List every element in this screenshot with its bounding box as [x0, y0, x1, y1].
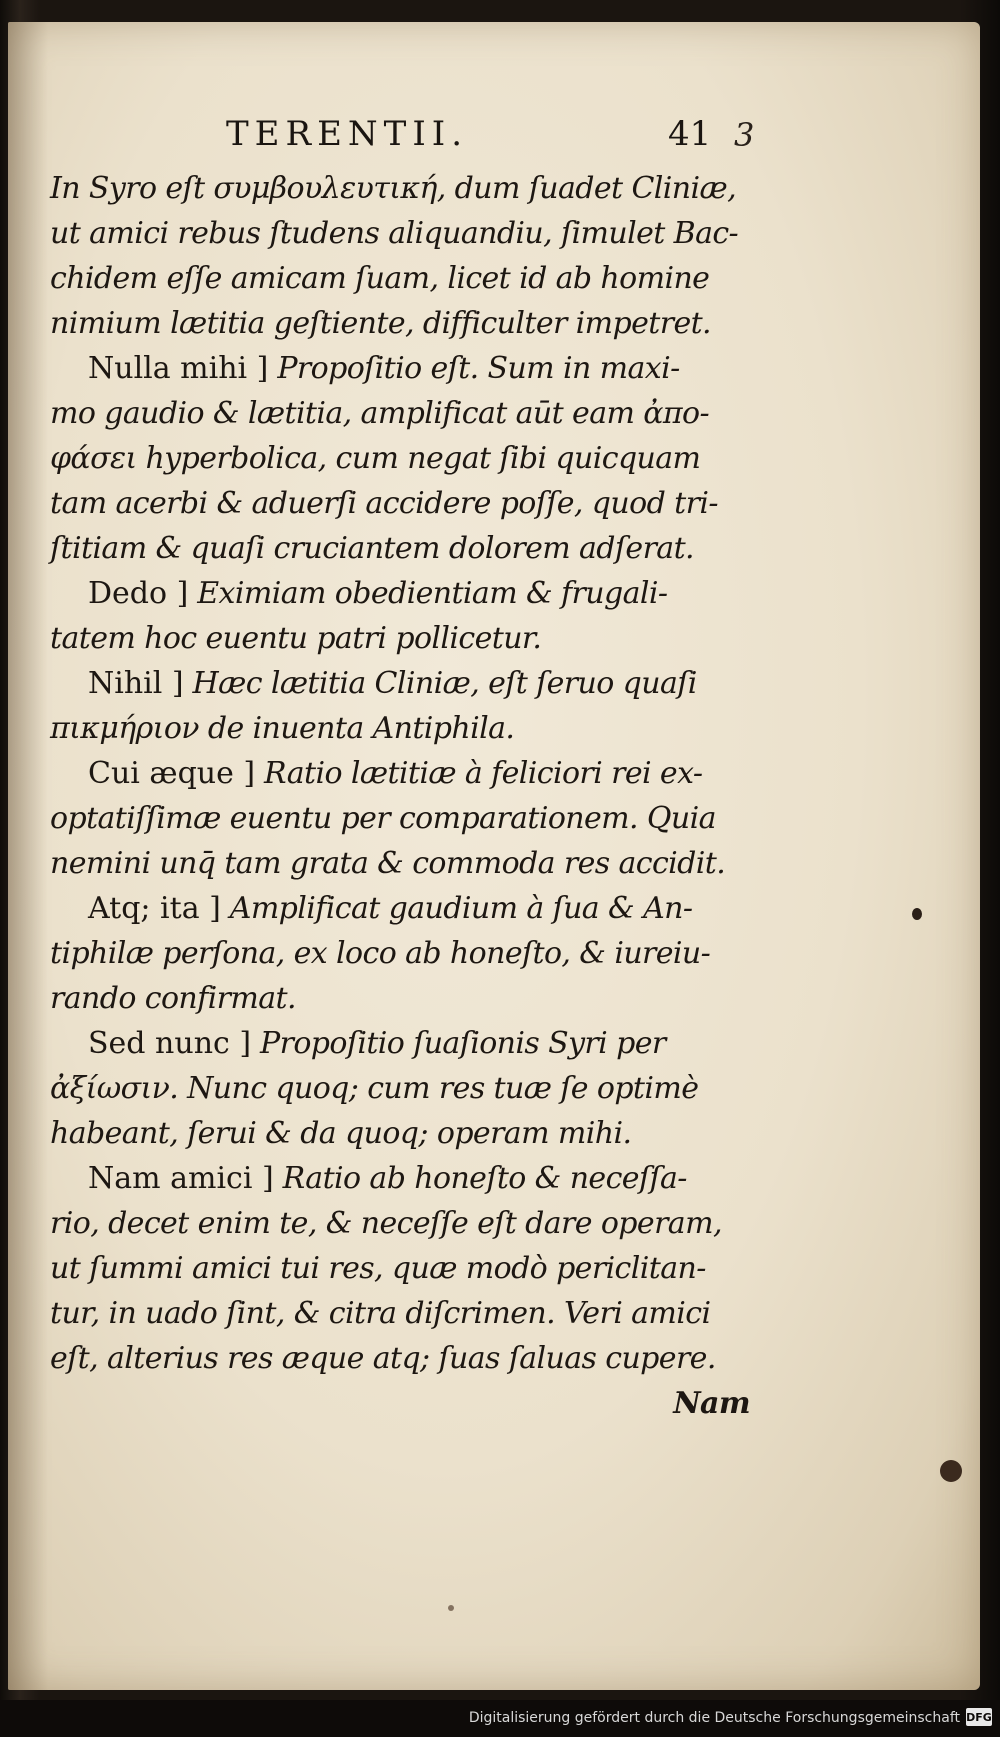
lemma: Cui æque ]	[88, 756, 256, 791]
book-page	[8, 22, 980, 1690]
text-line	[50, 1156, 750, 1201]
line-text: ut amici rebus ſtudens aliquandiu, ſimulet Bac-	[50, 216, 739, 251]
text-line	[50, 301, 750, 346]
text-line	[50, 1021, 750, 1066]
text-line	[50, 616, 750, 661]
text-line	[50, 1201, 750, 1246]
lemma: Sed nunc ]	[88, 1026, 252, 1061]
line-text: Propoſitio ſuaſionis Syri per	[251, 1026, 666, 1061]
line-text: rio, decet enim te, & neceſſe eſt dare operam,	[50, 1206, 722, 1241]
line-text: ut ſummi amici tui res, quæ modò periclitan-	[50, 1251, 706, 1286]
line-text: habeant, ſerui & da quoq; operam mihi.	[50, 1116, 632, 1151]
folio-number: 41	[668, 114, 712, 154]
text-line	[50, 886, 750, 931]
line-text: Ratio ab honeſto & neceſſa-	[273, 1161, 687, 1196]
dfg-logo: DFG	[966, 1708, 992, 1726]
text-line	[50, 1291, 750, 1336]
signature-mark: 3	[734, 116, 755, 154]
catchword: Nam	[673, 1386, 750, 1421]
line-text: mo gaudio & lætitia, amplificat aūt eam ἀπο-	[50, 396, 710, 431]
line-text: Hæc lætitia Cliniæ, eſt ſeruo quaſi	[183, 666, 697, 701]
text-line	[50, 571, 750, 616]
line-text: φάσει hyperbolica, cum negat ſibi quicquam	[50, 441, 701, 476]
line-text: Amplificat gaudium à ſua & An-	[220, 891, 693, 926]
text-line	[50, 1111, 750, 1156]
lemma: Nihil ]	[88, 666, 184, 701]
line-text: chidem eſſe amicam ſuam, licet id ab homine	[50, 261, 710, 296]
lemma: Atq; ita ]	[88, 891, 221, 926]
line-text: nimium lætitia geſtiente, difficulter impetret.	[50, 306, 711, 341]
line-text: tam acerbi & aduerſi accidere poſſe, quod tri-	[50, 486, 718, 521]
line-text: optatiſſimæ euentu per comparationem. Quia	[50, 801, 716, 836]
ink-spot	[940, 1460, 962, 1482]
text-line	[50, 661, 750, 706]
text-line	[50, 526, 750, 571]
footer-credit: Digitalisierung gefördert durch die Deutsche Forschungsgemeinschaft	[468, 1710, 960, 1726]
running-head	[8, 114, 980, 164]
text-line	[50, 751, 750, 796]
line-text: Eximiam obedientiam & frugali-	[188, 576, 668, 611]
text-line	[50, 211, 750, 256]
line-text: tur, in uado ſint, & citra diſcrimen. Veri amici	[50, 1296, 711, 1331]
line-text: tiphilæ perſona, ex loco ab honeſto, & iureiu-	[50, 936, 711, 971]
text-line	[50, 841, 750, 886]
line-text: tatem hoc euentu patri pollicetur.	[50, 621, 542, 656]
text-line	[50, 706, 750, 751]
text-line	[50, 1066, 750, 1111]
line-text: Propoſitio eſt. Sum in maxi-	[268, 351, 680, 386]
digitization-footer	[0, 1700, 1000, 1737]
lemma: Nam amici ]	[88, 1161, 274, 1196]
running-title: TERENTII.	[226, 114, 469, 154]
text-line	[50, 1246, 750, 1291]
gutter-shadow	[8, 22, 48, 1690]
text-line	[50, 166, 750, 211]
commentary-text	[50, 166, 750, 1426]
line-text: nemini unq̄ tam grata & commoda res accidit.	[50, 846, 726, 881]
text-line	[50, 256, 750, 301]
text-line	[50, 346, 750, 391]
text-line	[50, 1336, 750, 1381]
text-line	[50, 931, 750, 976]
line-text: ἀξίωσιν. Nunc quoq; cum res tuæ ſe optimè	[50, 1071, 699, 1106]
ink-spot	[912, 908, 922, 920]
lemma: Nulla mihi ]	[88, 351, 269, 386]
line-text: rando confirmat.	[50, 981, 296, 1016]
lemma: Dedo ]	[88, 576, 189, 611]
line-text: In Syro eſt συμβουλευτική, dum ſuadet Cliniæ,	[50, 171, 737, 206]
text-line	[50, 391, 750, 436]
text-line	[50, 796, 750, 841]
text-line	[50, 436, 750, 481]
text-line	[50, 481, 750, 526]
line-text: Ratio lætitiæ à feliciori rei ex-	[255, 756, 703, 791]
line-text: eſt, alterius res æque atq; ſuas ſaluas cupere.	[50, 1341, 716, 1376]
ink-spot	[448, 1605, 454, 1611]
line-text: πικμήριον de inuenta Antiphila.	[50, 711, 515, 746]
line-text: ſtitiam & quaſi cruciantem dolorem adſerat.	[50, 531, 694, 566]
text-line	[50, 976, 750, 1021]
